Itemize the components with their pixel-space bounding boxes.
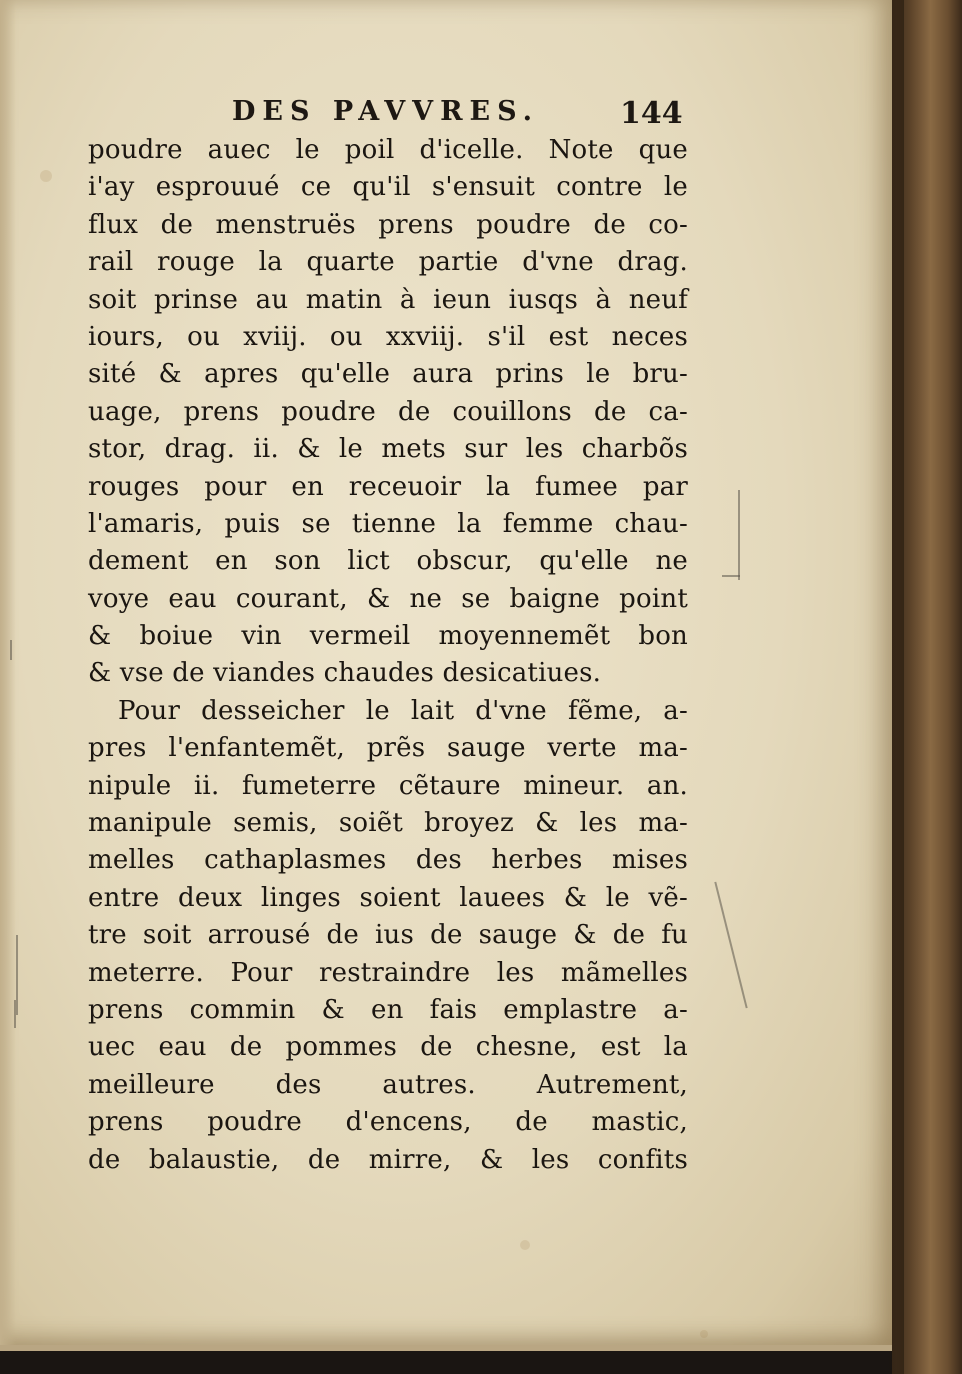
text-line: meterre. Pour restraindre les mãmelles [88, 957, 688, 988]
margin-pencil-mark [16, 935, 18, 1015]
text-line: nipule ii. fumeterre cẽtaure mineur. an. [88, 770, 688, 801]
page-number: 144 [620, 96, 683, 131]
margin-pencil-mark [714, 882, 747, 1009]
body-text [88, 132, 688, 1179]
text-line: uage, prens poudre de couillons de ca- [88, 396, 688, 427]
text-line: flux de menstruës prens poudre de co- [88, 209, 688, 240]
text-line: melles cathaplasmes des herbes mises [88, 845, 688, 876]
text-line: soit prinse au matin à ieun iusqs à neuf [88, 284, 688, 315]
text-line: dement en son lict obscur, qu'elle ne [88, 546, 688, 577]
text-line: pres l'enfantemẽt, prẽs sauge verte ma- [88, 733, 688, 764]
text-line: de balaustie, de mirre, & les confits [88, 1144, 688, 1175]
text-line: Pour desseicher le lait d'vne fẽme, a- [118, 695, 688, 726]
text-line: iours, ou xviij. ou xxviij. s'il est neces [88, 321, 688, 352]
text-line: sité & apres qu'elle aura prins le bru- [88, 359, 688, 390]
text-line: uec eau de pommes de chesne, est la [88, 1032, 688, 1063]
text-line: prens commin & en fais emplastre a- [88, 994, 688, 1025]
text-line: i'ay esprouué ce qu'il s'ensuit contre le [88, 172, 688, 203]
margin-pencil-mark [738, 490, 740, 580]
text-line: tre soit arrousé de ius de sauge & de fu [88, 920, 688, 951]
text-line: & boiue vin vermeil moyennemẽt bon [88, 621, 688, 652]
running-head: DES PAVVRES. [232, 96, 540, 127]
text-line: prens poudre d'encens, de mastic, [88, 1107, 688, 1138]
text-line: & vse de viandes chaudes desicatiues. [88, 658, 602, 689]
text-line: entre deux linges soient lauees & le vẽ- [88, 882, 688, 913]
paper-stain [700, 1330, 708, 1338]
text-line: rail rouge la quarte partie d'vne drag. [88, 247, 688, 278]
text-line: stor, drag. ii. & le mets sur les charbõs [88, 434, 688, 465]
text-line: meilleure des autres. Autrement, [88, 1069, 688, 1100]
margin-pencil-mark [14, 1000, 16, 1028]
text-line: rouges pour en receuoir la fumee par [88, 471, 688, 502]
text-line: l'amaris, puis se tienne la femme chau- [88, 508, 688, 539]
text-line: poudre auec le poil d'icelle. Note que [88, 135, 688, 165]
margin-pencil-mark [10, 640, 12, 660]
text-line: voye eau courant, & ne se baigne point [88, 583, 688, 614]
margin-pencil-mark [722, 575, 740, 577]
paper-stain [40, 170, 52, 182]
text-line: manipule semis, soiẽt broyez & les ma- [88, 808, 688, 839]
paper-stain [520, 1240, 530, 1250]
page-gutter [0, 0, 16, 1345]
